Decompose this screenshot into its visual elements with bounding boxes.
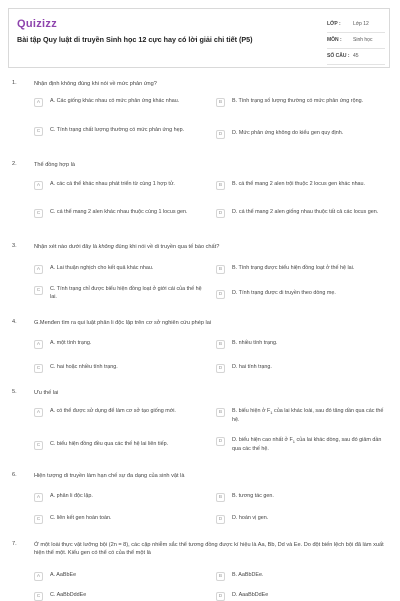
question-text: Ở một loài thực vật lưỡng bội (2n = 8), các cặp nhiễm sắc thể tương đồng được kí hiệu là Aa, Bb, Dd và Ee. Do đột biến lệch bội đã làm xuất hiện thể một. Kiểu gen có thể có của thể một là bbox=[34, 542, 384, 556]
option-text: B. Tính trạng được biểu hiện đồng loạt ở thế hệ lai. bbox=[232, 265, 355, 271]
option-letter: A bbox=[34, 340, 43, 349]
option-letter: C bbox=[34, 127, 43, 136]
subscript: 1 bbox=[292, 439, 296, 445]
option-text: A. phân li độc lập. bbox=[50, 493, 93, 499]
option-letter: D bbox=[216, 437, 225, 446]
option-letter: A bbox=[34, 572, 43, 581]
option-text: A. một tính trạng. bbox=[50, 340, 92, 346]
option-text-pre: D. biểu hiện cao nhất ở F bbox=[232, 437, 293, 443]
meta-label: LỚP : bbox=[327, 21, 341, 27]
meta-row-question-count bbox=[327, 49, 385, 65]
option-letter: B bbox=[216, 408, 225, 417]
meta-value: Lớp 12 bbox=[353, 21, 369, 27]
option-text: D. hai tính trạng. bbox=[232, 364, 272, 370]
option-letter: C bbox=[34, 209, 43, 218]
option-letter: D bbox=[216, 592, 225, 601]
question-text: Ưu thế lai bbox=[34, 390, 59, 396]
option-text: C. AaBbDddEe bbox=[50, 592, 87, 598]
worksheet-header bbox=[8, 8, 390, 68]
option-letter: C bbox=[34, 364, 43, 373]
question-text: Nhận định không đúng khi nói về mức phản ứng? bbox=[34, 81, 157, 87]
option-letter: B bbox=[216, 493, 225, 502]
meta-label: MÔN : bbox=[327, 37, 342, 43]
meta-value: 45 bbox=[353, 53, 359, 59]
question-number: 2. bbox=[12, 161, 17, 167]
option-text: A. Lai thuận nghịch cho kết quả khác nhau. bbox=[50, 265, 154, 271]
meta-row-class bbox=[327, 17, 385, 33]
question-number: 4. bbox=[12, 319, 17, 325]
option-text: B. nhiều tính trạng. bbox=[232, 340, 278, 346]
option-text-post: của lai khác loài, sau đó tăng dần qua các thế hệ. bbox=[232, 408, 384, 423]
option-text: A. các cá thể khác nhau phát triển từ cùng 1 hợp tử. bbox=[50, 181, 175, 187]
option-letter: A bbox=[34, 98, 43, 107]
option-text: D. hoán vị gen. bbox=[232, 515, 269, 521]
worksheet-meta bbox=[327, 17, 385, 65]
option-text: C. cá thể mang 2 alen khác nhau thuộc cùng 1 locus gen. bbox=[50, 209, 188, 215]
question-number: 6. bbox=[12, 472, 17, 478]
option-letter: B bbox=[216, 98, 225, 107]
option-text: A. AaBbEe bbox=[50, 572, 77, 578]
meta-row-subject bbox=[327, 33, 385, 49]
option-letter: B bbox=[216, 181, 225, 190]
question-number: 7. bbox=[12, 541, 17, 547]
worksheet-title: Bài tập Quy luật di truyền Sinh học 12 cực hay có lời giải chi tiết (P5) bbox=[17, 35, 253, 44]
question-text-post: đúng khi nói về di truyền qua tế bào chất? bbox=[113, 244, 220, 250]
option-letter: D bbox=[216, 209, 225, 218]
option-letter: A bbox=[34, 265, 43, 274]
question-text: G.Menđen tìm ra qui luật phân li độc lập trên cơ sở nghiên cứu phép lai bbox=[34, 320, 212, 326]
option-letter: C bbox=[34, 515, 43, 524]
option-text: A. có thể được sử dụng để làm cơ sở tạo giống mới. bbox=[50, 408, 176, 414]
question-text: Hiện tượng di truyền làm hạn chế sự đa dạng của sinh vật là bbox=[34, 473, 185, 479]
option-letter: D bbox=[216, 290, 225, 299]
option-text: C. hai hoặc nhiều tính trạng. bbox=[50, 364, 118, 370]
option-letter: A bbox=[34, 493, 43, 502]
option-text-pre: B. biểu hiện ở F bbox=[232, 408, 271, 414]
option-text: C. Tính trạng chỉ được biểu hiện đồng loạt ở giới cái của thế hệ lai. bbox=[50, 286, 202, 300]
quizizz-logo[interactable]: Quizizz bbox=[17, 18, 57, 30]
option-text: D. cá thể mang 2 alen giống nhau thuộc tất cả các locus gen. bbox=[232, 209, 379, 215]
option-text: C. biểu hiện đồng đều qua các thế hệ lai liên tiếp. bbox=[50, 441, 169, 447]
option-text: B. cá thể mang 2 alen trội thuộc 2 locus gen khác nhau. bbox=[232, 181, 366, 187]
question-text bbox=[34, 243, 390, 251]
option-letter: B bbox=[216, 265, 225, 274]
option-text bbox=[232, 437, 390, 453]
subscript: 1 bbox=[270, 410, 273, 416]
option-letter: D bbox=[216, 515, 225, 524]
question-number: 3. bbox=[12, 243, 17, 249]
option-text: D. AaaBbDdEe bbox=[232, 592, 269, 598]
question-text-pre: Nhận xét nào dưới đây là bbox=[34, 244, 99, 250]
option-letter: C bbox=[34, 286, 43, 295]
question-text: Thể đồng hợp là bbox=[34, 162, 75, 168]
option-letter: A bbox=[34, 181, 43, 190]
option-text: B. AaBbDEe. bbox=[232, 572, 264, 578]
meta-value: Sinh học bbox=[353, 37, 373, 43]
option-text: D. Mức phản ứng không do kiểu gen quy định. bbox=[232, 130, 344, 136]
question-number: 1. bbox=[12, 80, 17, 86]
option-text bbox=[232, 408, 390, 424]
option-text: C. liên kết gen hoàn toàn. bbox=[50, 515, 112, 521]
question-number: 5. bbox=[12, 389, 17, 395]
option-letter: B bbox=[216, 572, 225, 581]
option-text-post: của lai khác dòng, sau đó giảm dần qua các thế hệ. bbox=[232, 437, 382, 452]
option-letter: D bbox=[216, 130, 225, 139]
option-text: C. Tính trạng chất lượng thường có mức phản ứng hẹp. bbox=[50, 127, 185, 133]
option-text: D. Tính trạng được di truyền theo dòng mẹ. bbox=[232, 290, 336, 296]
option-text: B. tương tác gen. bbox=[232, 493, 274, 499]
option-letter: D bbox=[216, 364, 225, 373]
option-letter: B bbox=[216, 340, 225, 349]
option-letter: C bbox=[34, 441, 43, 450]
question-text-emphasis: không bbox=[98, 244, 114, 250]
option-text: B. Tính trạng số lượng thường có mức phản ứng rộng. bbox=[232, 98, 364, 104]
option-text: A. Các giống khác nhau có mức phản ứng khác nhau. bbox=[50, 98, 180, 104]
meta-label: SỐ CÂU : bbox=[327, 53, 350, 59]
option-letter: A bbox=[34, 408, 43, 417]
option-letter: C bbox=[34, 592, 43, 601]
